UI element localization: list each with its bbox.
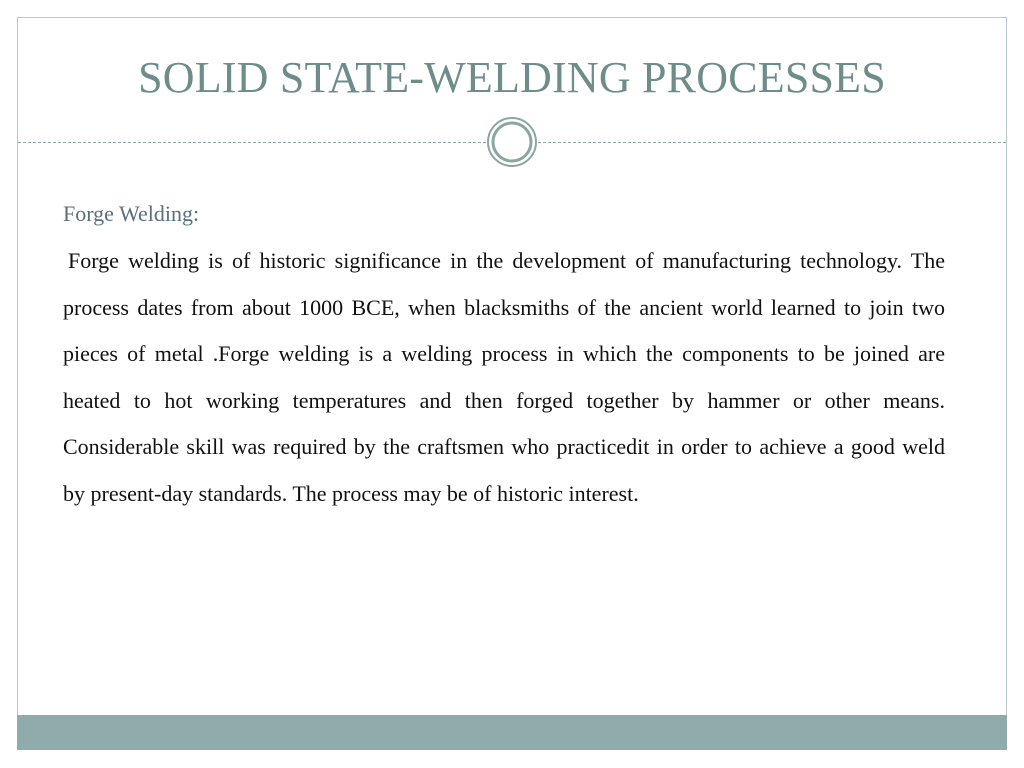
slide-title: SOLID STATE-WELDING PROCESSES — [138, 53, 886, 102]
body-paragraph: Forge welding is of historic significance in the development of manufacturing technology. The process dates from about 1000 BCE, when blacksmiths of the ancient world learned to join two pieces of metal .Forge welding is a welding process in which the components to be joined are heated to hot working temperatures and then forged together by hammer or other means. Considerable skill was required by the craftsmen who practicedit in order to achieve a good weld by present-day standards. The process may be of historic interest. — [63, 248, 945, 506]
section-heading: Forge Welding: — [63, 201, 200, 226]
footer-accent-bar — [17, 715, 1007, 750]
slide-content — [63, 196, 945, 517]
circle-ornament-icon — [486, 116, 538, 168]
